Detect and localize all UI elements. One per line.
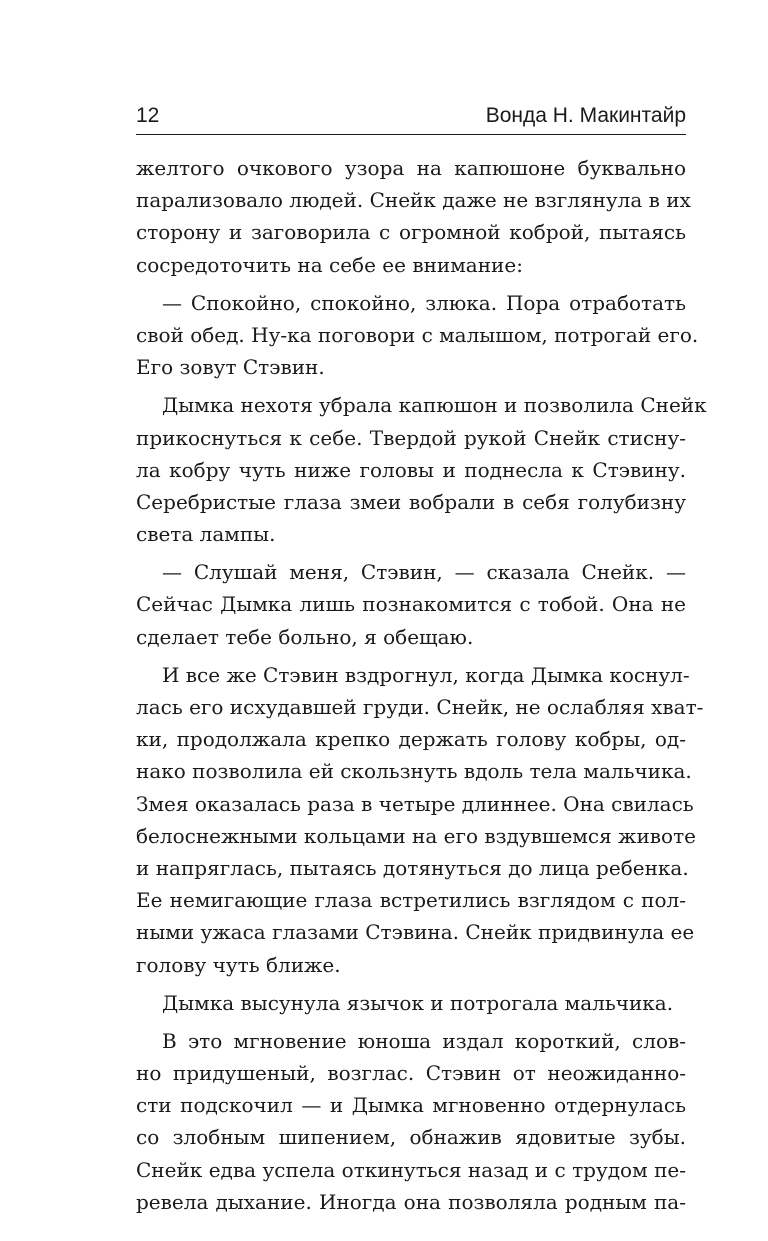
running-head-author-title: Вонда Н. Макинтайр xyxy=(485,104,686,127)
text-line: сделает тебе больно, я обещаю. xyxy=(136,624,474,649)
text-line: света лампы. xyxy=(136,522,276,547)
text-line: ревела дыхание. Иногда она позволяла родным па- xyxy=(136,1189,686,1214)
text-line: Ее немигающие глаза встретились взглядом с пол- xyxy=(136,888,686,913)
paragraph xyxy=(136,659,704,981)
text-line: желтого очкового узора на капюшоне буквально xyxy=(136,156,686,180)
text-line: сторону и заговорила с огромной коброй, пытаясь xyxy=(136,220,686,245)
text-line: — Слушай меня, Стэвин, — сказала Снейк. — xyxy=(162,560,686,585)
text-line: ными ужаса глазами Стэвина. Снейк придвинула ее xyxy=(136,920,695,945)
text-line: ки, продолжала крепко держать голову кобры, од- xyxy=(136,727,686,752)
text-line: Дымка высунула язычок и потрогала мальчика. xyxy=(162,990,674,1015)
text-line: Серебристые глаза змеи вобрали в себя голубизну xyxy=(136,489,686,514)
paragraph xyxy=(136,1025,686,1218)
text-line: Змея оказалась раза в четыре длиннее. Она свилась xyxy=(136,791,694,816)
paragraph xyxy=(136,389,707,550)
text-line: голову чуть ближе. xyxy=(136,952,341,977)
text-line: Сейчас Дымка лишь познакомится с тобой. Она не xyxy=(136,592,686,617)
text-line: со злобным шипением, обнажив ядовитые зубы. xyxy=(136,1125,686,1150)
text-line: И все же Стэвин вздрогнул, когда Дымка коснул- xyxy=(162,662,690,687)
text-line: — Спокойно, спокойно, злюка. Пора отработать xyxy=(162,290,686,315)
page-header xyxy=(136,100,686,135)
text-line: сосредоточить на себе ее внимание: xyxy=(136,252,523,277)
paragraph xyxy=(136,152,691,281)
text-line: В это мгновение юноша издал короткий, слов- xyxy=(162,1028,686,1053)
text-line: лась его исхудавшей груди. Снейк, не ослабляя хват- xyxy=(136,695,704,719)
text-line: белоснежными кольцами на его вздувшемся животе xyxy=(136,823,696,848)
text-line: Его зовут Стэвин. xyxy=(136,355,325,380)
text-line: Снейк едва успела откинуться назад и с трудом пе- xyxy=(136,1157,686,1182)
text-line: Дымка нехотя убрала капюшон и позволила Снейк xyxy=(162,393,707,418)
text-line: но придушеный, возглас. Стэвин от неожиданно- xyxy=(136,1061,686,1086)
body-text xyxy=(136,152,707,1218)
paragraph xyxy=(136,556,686,653)
paragraph xyxy=(136,287,699,384)
text-line: сти подскочил — и Дымка мгновенно отдернулась xyxy=(136,1093,686,1118)
text-line: свой обед. Ну-ка поговори с малышом, потрогай его. xyxy=(136,322,699,347)
paragraph xyxy=(136,987,686,1019)
text-line: нако позволила ей скользнуть вдоль тела мальчика. xyxy=(136,759,692,784)
text-line: и напряглась, пытаясь дотянуться до лица ребенка. xyxy=(136,855,689,880)
text-line: ла кобру чуть ниже головы и поднесла к Стэвину. xyxy=(136,457,686,482)
text-line: прикоснуться к себе. Твердой рукой Снейк стисну- xyxy=(136,425,686,450)
page-number: 12 xyxy=(136,104,160,127)
text-line: парализовало людей. Снейк даже не взглянула в их xyxy=(136,188,691,213)
